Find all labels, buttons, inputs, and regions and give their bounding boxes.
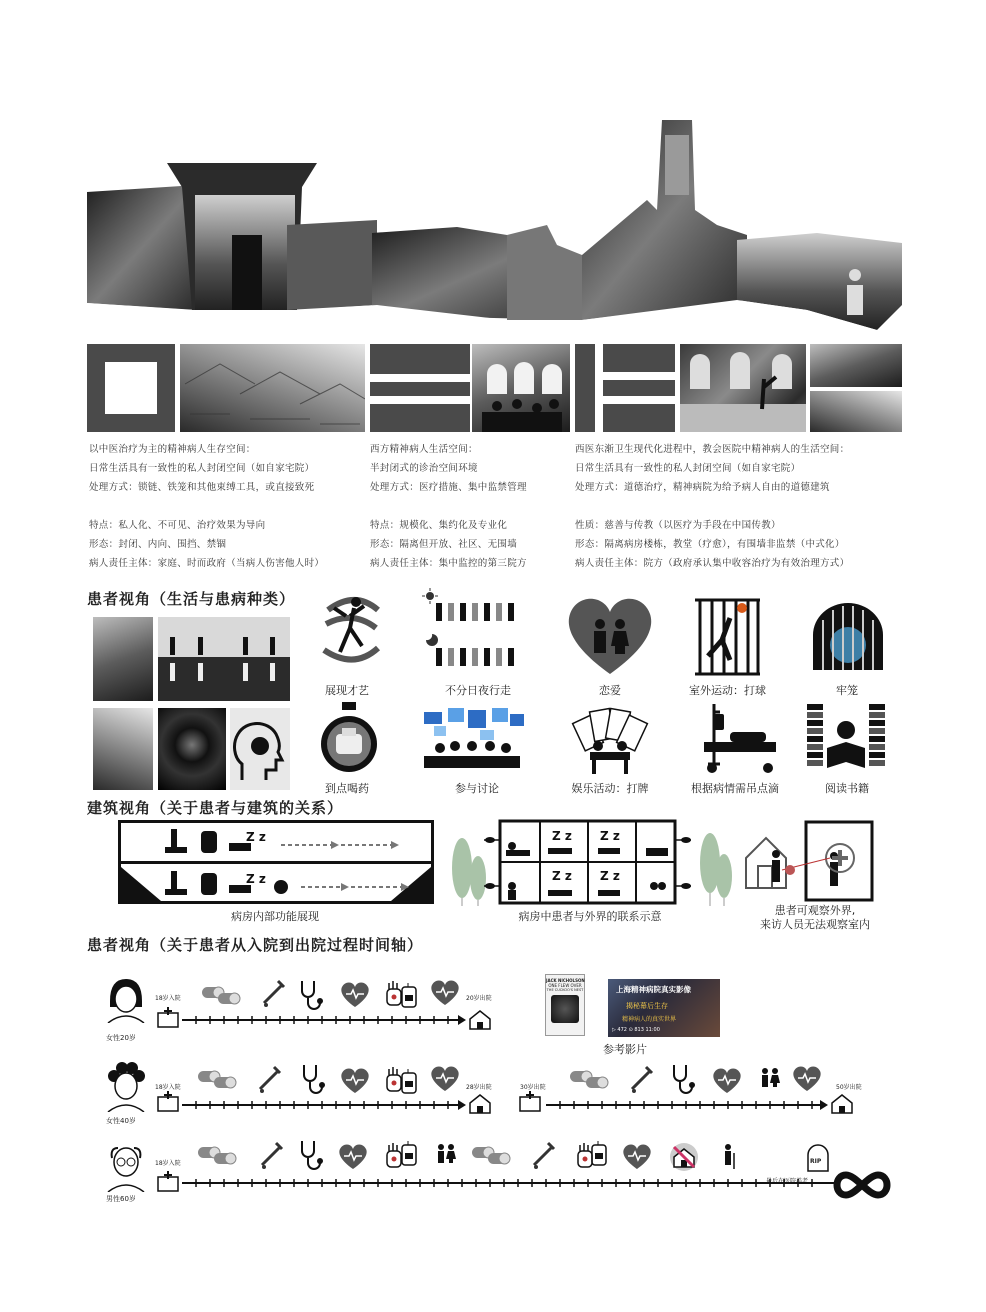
video-stats: ▷ 472 ⊙ 813 11:00 <box>612 1027 660 1033</box>
discharge-female-20: 20岁出院 <box>466 995 492 1002</box>
admit-male-60: 18岁入院 <box>155 1160 181 1167</box>
observation-diagram <box>742 818 877 903</box>
zz-bottom: Z z <box>246 872 266 886</box>
timeline-graphics <box>100 975 900 1205</box>
label-male-60: 男性60岁 <box>106 1195 136 1203</box>
patient-view-heading: 患者视角（生活与患病种类） <box>87 590 296 608</box>
zz-top: Z z <box>246 830 266 844</box>
history-text-western: 西方精神病人生活空间： 半封闭式的诊治空间环境 处理方式：医疗措施、集中监禁管理 特点：规模化、集约化及专业化 形态：隔离但开放、社区、无围墙 病人责任主体：集中监控的第三院方 <box>370 444 527 569</box>
discharge2-female-40: 50岁出院 <box>836 1084 862 1091</box>
walking-crowd-icon <box>422 588 527 676</box>
infinity-icon <box>830 1167 894 1203</box>
building-view-heading: 建筑视角（关于患者与建筑的关系） <box>87 799 344 817</box>
love-heart-icon <box>565 594 655 678</box>
western-asylum-photo <box>472 344 570 432</box>
caption-contact: 病房中患者与外界的联系示意 <box>518 910 662 923</box>
caption-film: 参考影片 <box>603 1043 647 1056</box>
history-text-chinese: 以中医治疗为主的精神病人生存空间： 日常生活具有一致性的私人封闭空间（如自家宅院） 处理方式：锁链、铁笼和其他束缚工具，或直接致死 特点：私人化、不可见、治疗效果为导向 形态：封闭、内向、围挡、禁锢 病人责任主体：家庭、时而政府（当病人伤害他人时） <box>89 444 325 569</box>
caption-read: 阅读书籍 <box>825 782 869 795</box>
mirrored-walkers-illustration <box>158 617 290 701</box>
caption-discuss: 参与讨论 <box>455 782 499 795</box>
head-profile-illustration <box>230 708 290 790</box>
history-photo-collage <box>87 115 902 335</box>
caption-love: 恋爱 <box>599 684 621 697</box>
zz-2: Z z <box>600 829 620 843</box>
video-sub1: 揭秘幕后生存 <box>626 1002 668 1010</box>
timeline-2 <box>158 1065 852 1113</box>
rip-text: RIP <box>810 1158 822 1165</box>
caption-observe-2: 来访人员无法观察室内 <box>760 918 870 931</box>
admit2-female-40: 30岁出院 <box>520 1084 546 1091</box>
label-female-40: 女性40岁 <box>106 1117 136 1125</box>
caption-pill: 到点喝药 <box>325 782 369 795</box>
video-sub2: 精神病人的真实世界 <box>622 1016 677 1023</box>
basketball-cage-icon <box>690 598 765 678</box>
iv-drip-bed-icon <box>700 702 780 776</box>
mission-hospital-diagram <box>575 344 675 432</box>
zz-3: Z z <box>552 869 572 883</box>
caption-art: 展现才艺 <box>325 684 369 697</box>
ward-function-diagram <box>118 820 434 904</box>
zz-4: Z z <box>600 869 620 883</box>
label-female-20: 女性20岁 <box>106 1034 136 1042</box>
zz-1: Z z <box>552 829 572 843</box>
history-text-mission: 西医东渐卫生现代化进程中，教会医院中精神病人的生活空间： 日常生活具有一致性的私人封闭空间（如自家宅院） 处理方式：道德治疗，精神病院为给予病人自由的道德建筑 性质：慈善与传教（以医疗为手段在中国传教） 形态：隔离病房楼栋，教堂（疗愈），有围墙非监禁（中式化） 病人责任主体：院方（政府承认集中收容治疗为有效治理方式） <box>575 444 850 569</box>
caption-ward: 病房内部功能展现 <box>231 910 319 923</box>
cage-head-icon <box>808 600 888 675</box>
dancer-icon <box>320 590 382 678</box>
discharge-female-40: 28岁出院 <box>466 1084 492 1091</box>
tunnel-illustration <box>158 708 226 790</box>
caption-observe-1: 患者可观察外界, <box>774 904 856 917</box>
eyes-illustration <box>93 708 153 790</box>
video-title: 上海精神病院真实影像 <box>616 985 691 994</box>
puppet-illustration <box>93 617 153 701</box>
asylum-photo-small-1 <box>810 344 902 387</box>
ward-contact-diagram <box>448 818 733 906</box>
caption-cards: 娱乐活动：打牌 <box>571 782 649 795</box>
note-male-60: 最后在医院养老 <box>766 1178 809 1185</box>
timeline-3 <box>158 1141 835 1191</box>
mission-hall-photo <box>680 344 806 432</box>
playing-cards-icon <box>570 704 650 776</box>
caption-cage: 牢笼 <box>836 684 858 697</box>
discussion-icon <box>420 708 525 776</box>
admit-female-40: 18岁入院 <box>155 1084 181 1091</box>
timeline-view-heading: 患者视角（关于患者从入院到出院过程时间轴） <box>87 936 424 954</box>
enclosed-space-diagram <box>87 344 175 432</box>
caption-drip: 根据病情需吊点滴 <box>691 782 779 795</box>
collage-svg <box>87 115 902 335</box>
timeline-1 <box>158 981 490 1030</box>
caption-ball: 室外运动：打球 <box>689 684 766 697</box>
semi-enclosed-space-diagram <box>370 344 470 432</box>
traditional-painting-image <box>180 344 365 432</box>
stopwatch-pill-icon <box>316 700 382 776</box>
admit-female-20: 18岁入院 <box>155 995 181 1002</box>
asylum-photo-small-2 <box>810 391 902 432</box>
film-poster: JACK NICHOLSON ONE FLEW OVER THE CUCKOO'S NEST <box>545 974 585 1036</box>
caption-walk: 不分日夜行走 <box>445 684 511 697</box>
reading-books-icon <box>805 700 887 778</box>
